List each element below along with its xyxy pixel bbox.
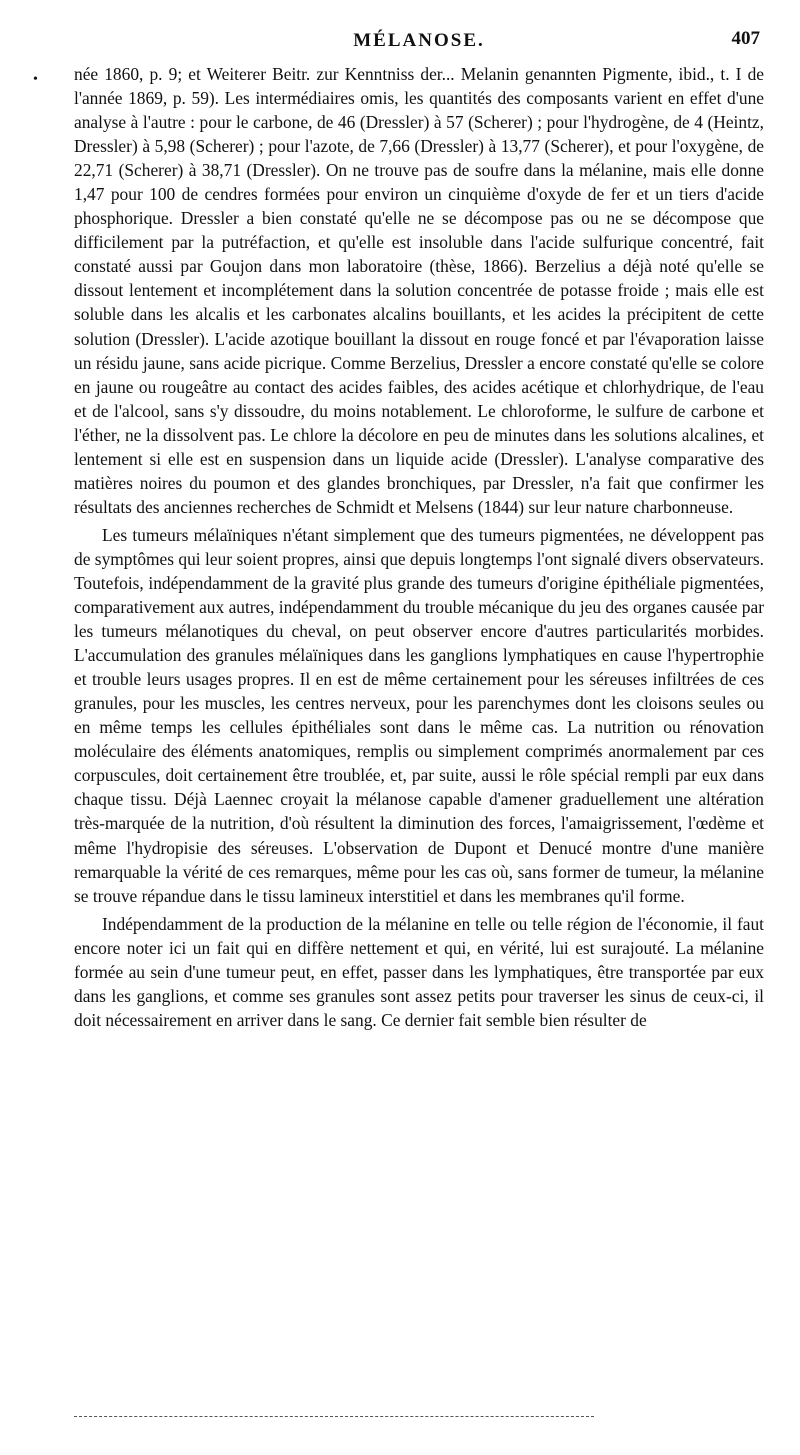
page-header bbox=[74, 30, 764, 60]
footer-rule bbox=[74, 1416, 594, 1417]
running-title: MÉLANOSE. bbox=[353, 30, 485, 51]
paragraph-2: Les tumeurs mélaïniques n'étant simplement que des tumeurs pigmentées, ne développent pas de symptômes qui leur soient propres, ainsi que depuis longtemps l'ont signalé divers observateurs. Toutefois, indépendamment de la gravité plus grande des tumeurs d'origine épithéliale pigmentées, comparativement aux autres, indépendamment du trouble mécanique du jeu des organes causée par les tumeurs mélanotiques du cheval, on peut observer encore d'autres particularités morbides. L'accumulation des granules mélaïniques dans les ganglions lymphatiques en cause l'hypertrophie et trouble leurs usages propres. Il en est de même certainement pour les séreuses infiltrées de ces granules, pour les muscles, les centres nerveux, pour les parenchymes dont les cloisons seules ou en même temps les cellules épithéliales sont dans le même cas. La nutrition ou rénovation moléculaire des éléments anatomiques, remplis ou simplement comprimés anormalement par ces corpuscules, doit certainement être troublée, et, par suite, aussi le rôle spécial rempli par eux dans chaque tissu. Déjà Laennec croyait la mélanose capable d'amener graduellement une altération très-marquée de la nutrition, d'où résultent la diminution des forces, l'amaigrissement, l'œdème et même l'hydropisie des séreuses. L'observation de Dupont et Denucé montre d'une manière remarquable la vérité de ces remarques, même pour les cas où, sans former de tumeur, la mélanine se trouve répandue dans le tissu lamineux interstitiel et dans les membranes qu'il forme. bbox=[74, 524, 764, 906]
paragraph-3: Indépendamment de la production de la mélanine en telle ou telle région de l'économie, il faut encore noter ici un fait qui en diffère nettement et qui, en vérité, lui est surajouté. La mélanine formée au sein d'une tumeur peut, en effet, passer dans les lymphatiques, être transportée par eux dans les ganglions, et comme ses granules sont assez petits pour traverser les sinus de ceux-ci, il doit nécessairement en arriver dans le sang. Ce dernier fait semble bien résulter de bbox=[74, 913, 764, 1030]
page-number: 407 bbox=[731, 28, 760, 49]
margin-mark: • bbox=[33, 72, 38, 87]
body-text bbox=[74, 62, 764, 1032]
paragraph-1: née 1860, p. 9; et Weiterer Beitr. zur Kenntniss der... Melanin genannten Pigmente, ibid., t. I de l'année 1869, p. 59). Les intermédiaires omis, les quantités des composants varient en effet d'une analyse à l'autre : pour le carbone, de 46 (Dressler) à 57 (Scherer) ; pour l'hydrogène, de 4 (Heintz, Dressler) à 5,98 (Scherer) ; pour l'azote, de 7,66 (Dressler) à 13,77 (Scherer), et pour l'oxygène, de 22,71 (Scherer) à 38,71 (Dressler). On ne trouve pas de soufre dans la mélanine, mais elle donne 1,47 pour 100 de cendres formées pour environ un cinquième d'oxyde de fer et un tiers d'acide phosphorique. Dressler a bien constaté qu'elle ne se décompose pas ou ne se décompose que difficilement par la putréfaction, et qu'elle est insoluble dans l'acide sulfurique concentré, fait constaté aussi par Goujon dans mon laboratoire (thèse, 1866). Berzelius a déjà noté qu'elle se dissout lentement et incomplétement dans la solution concentrée de potasse froide ; mais elle est soluble dans les alcalis et les carbonates alcalins bouillants, et les acides la précipitent de cette solution (Dressler). L'acide azotique bouillant la dissout en rouge foncé et par l'évaporation laisse un résidu jaune, sans acide picrique. Comme Berzelius, Dressler a encore constaté qu'elle se colore en jaune ou rougeâtre au contact des acides faibles, des acides acétique et chlorhydrique, de l'eau et de l'alcool, sans s'y dissoudre, du moins notablement. Le chloroforme, le sulfure de carbone et l'éther, ne la dissolvent pas. Le chlore la décolore en peu de minutes dans les solutions alcalines, et lentement si elle est en suspension dans un liquide acide (Dressler). L'analyse comparative des matières noires du poumon et des glandes bronchiques, par Dressler, n'a fait que confirmer les résultats des anciennes recherches de Schmidt et Melsens (1844) sur leur nature charbonneuse. bbox=[74, 64, 764, 517]
